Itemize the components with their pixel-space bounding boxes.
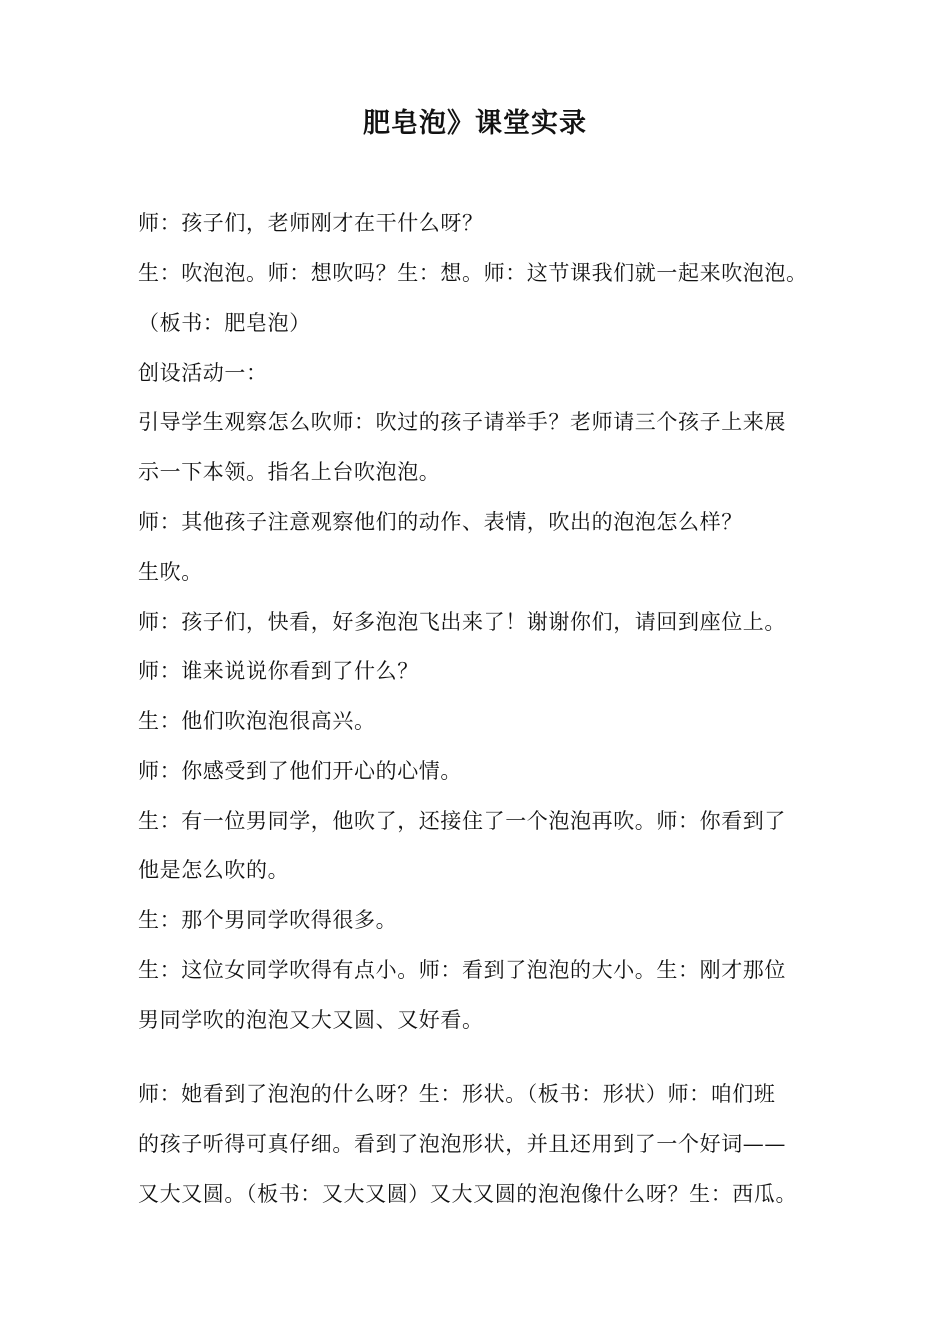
text-line: 师：你感受到了他们开心的心情。 xyxy=(138,759,462,783)
text-line: 生：有一位男同学，他吹了，还接住了一个泡泡再吹。师：你看到了 xyxy=(138,809,786,833)
text-line: 生：这位女同学吹得有点小。师：看到了泡泡的大小。生：刚才那位 xyxy=(138,958,786,982)
text-line: 示一下本领。指名上台吹泡泡。 xyxy=(138,460,441,484)
text-line: 生：吹泡泡。师：想吹吗？生：想。师：这节课我们就一起来吹泡泡。 xyxy=(138,261,808,285)
text-line: 又大又圆。（板书：又大又圆）又大又圆的泡泡像什么呀？生：西瓜。 xyxy=(138,1182,798,1206)
text-line: 师：其他孩子注意观察他们的动作、表情，吹出的泡泡怎么样？ xyxy=(138,510,743,534)
document-title: 肥皂泡》课堂实录 xyxy=(363,108,587,139)
text-line: 生：他们吹泡泡很高兴。 xyxy=(138,709,376,733)
text-line: 引导学生观察怎么吹师：吹过的孩子请举手？老师请三个孩子上来展 xyxy=(138,410,786,434)
text-line: 师：谁来说说你看到了什么？ xyxy=(138,659,419,683)
text-line: 的孩子听得可真仔细。看到了泡泡形状，并且还用到了一个好词—— xyxy=(138,1132,786,1156)
text-line: 师：孩子们，老师刚才在干什么呀？ xyxy=(138,211,484,235)
text-line: 师：她看到了泡泡的什么呀？生：形状。（板书：形状）师：咱们班 xyxy=(138,1082,776,1106)
text-line: 男同学吹的泡泡又大又圆、又好看。 xyxy=(138,1008,484,1032)
text-line: 师：孩子们，快看，好多泡泡飞出来了！谢谢你们，请回到座位上。 xyxy=(138,610,786,634)
text-line: 生：那个男同学吹得很多。 xyxy=(138,908,398,932)
text-line: 生吹。 xyxy=(138,560,203,584)
text-line: （板书：肥皂泡） xyxy=(138,311,311,335)
text-line: 创设活动一： xyxy=(138,361,268,385)
text-line: 他是怎么吹的。 xyxy=(138,858,290,882)
